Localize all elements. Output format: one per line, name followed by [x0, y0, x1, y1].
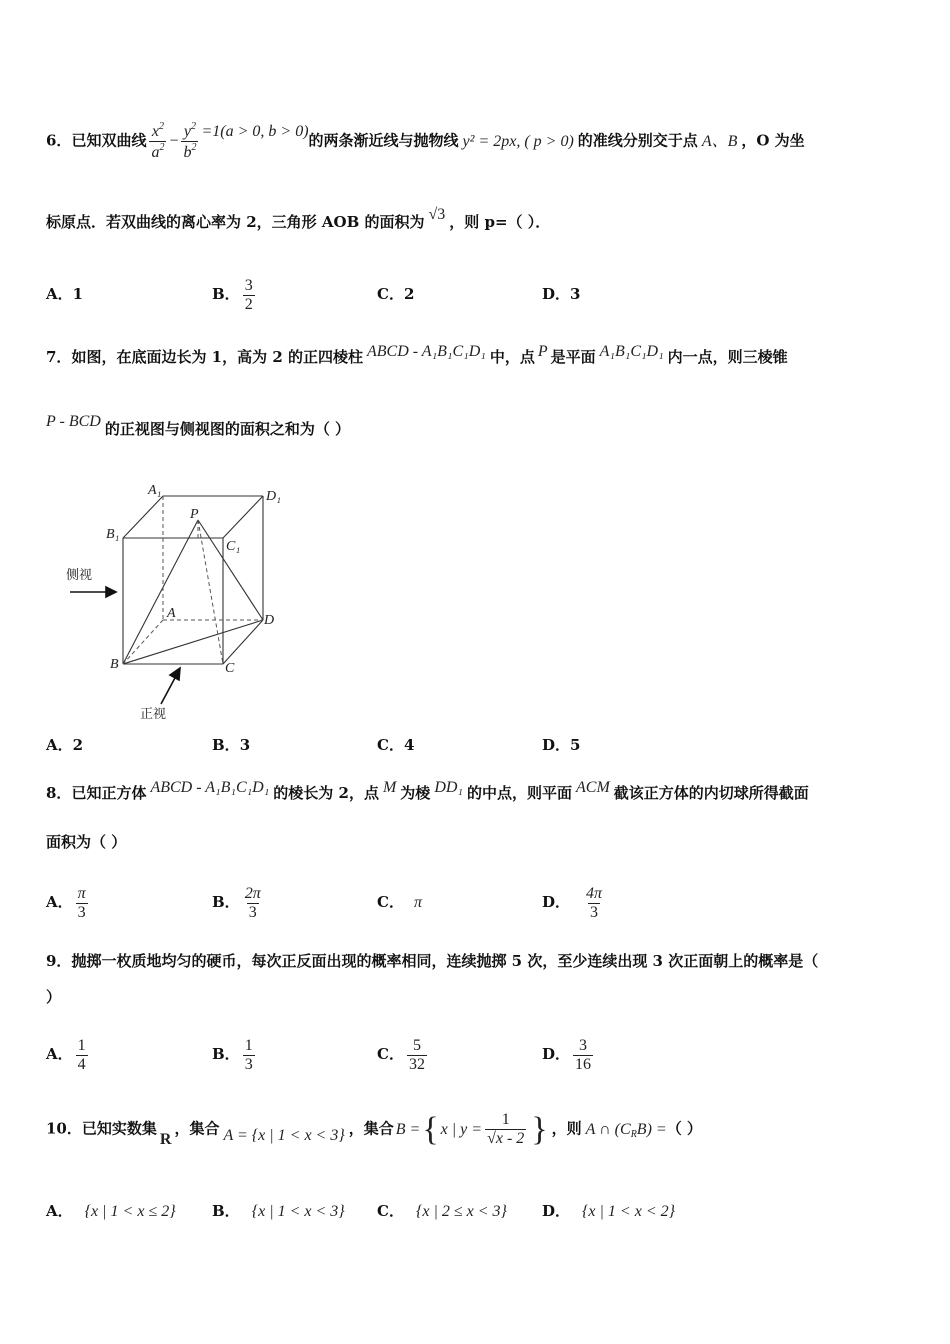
q6-line2-text-a: 标原点．若双曲线的离心率为 2，三角形 AOB 的面积为	[46, 213, 425, 231]
q9-number: 9．	[46, 952, 72, 970]
q8-plane: ACM	[576, 779, 610, 796]
q6-line2	[46, 206, 551, 231]
q9-option-d[interactable]: D． $\frac{3}{16}$	[542, 1036, 592, 1073]
q7-option-b[interactable]: B．3	[212, 736, 251, 754]
q9-option-b[interactable]: B． $\frac{1}{3}$	[212, 1036, 253, 1073]
q7-prism-figure	[58, 482, 298, 727]
q8-option-d[interactable]: D． $\frac{4\pi}{3}$	[542, 884, 603, 921]
fig-label-a: A	[167, 606, 176, 621]
q8-text-5: 截该正方体的内切球所得截面	[613, 784, 809, 802]
fig-label-d: D	[264, 613, 275, 628]
q8-edge: DD₁	[434, 779, 463, 796]
q8-number: 8．	[46, 784, 72, 802]
q7-text-5: 的正视图与侧视图的面积之和为（ ）	[104, 420, 351, 438]
q8-option-a[interactable]: A． $\frac{\pi}{3}$	[46, 884, 86, 921]
q7-prism: ABCD - A₁B₁C₁D₁	[366, 343, 486, 360]
q7-pyramid: P - BCD	[46, 413, 101, 430]
q9-line2: ）	[46, 988, 62, 1006]
q8-text-3: 为棱	[400, 784, 431, 802]
q6-text-2: 的两条渐近线与抛物线	[308, 131, 459, 150]
q7-option-d[interactable]: D．5	[542, 736, 581, 754]
q6-option-c[interactable]: C．2	[377, 285, 415, 303]
q10-option-c[interactable]: C． {x | 2 ≤ x < 3}	[377, 1202, 507, 1220]
fig-label-a1: A₁	[148, 483, 162, 498]
q8-text-2: 的棱长为 2，点	[273, 784, 379, 802]
q6-hyperbola-condition: =1(a > 0, b > 0)	[201, 122, 309, 140]
fig-label-d1: D₁	[266, 489, 281, 504]
q6-points: A、B	[701, 132, 738, 150]
q6-text-3: 的准线分别交于点	[577, 131, 698, 150]
q10-set-a: A = {x | 1 < x < 3}	[223, 1126, 345, 1144]
q8-option-c[interactable]: C． π	[377, 893, 422, 911]
q8-line1	[46, 779, 809, 802]
fig-label-p: P	[190, 507, 199, 522]
q8-cube: ABCD - A₁B₁C₁D₁	[150, 779, 270, 796]
q10-line1	[46, 1112, 702, 1147]
q7-line1	[46, 343, 788, 366]
q10-option-a[interactable]: A． {x | 1 < x ≤ 2}	[46, 1202, 176, 1220]
q6-text-1: 已知双曲线	[71, 131, 147, 150]
q8-point-m: M	[382, 779, 397, 796]
q10-number: 10．	[46, 1119, 82, 1138]
fig-label-b: B	[110, 657, 119, 672]
q8-line2: 面积为（ ）	[46, 833, 127, 851]
q10-set-b: B = { x | y = $\frac{1}{√x - 2}$ }	[395, 1110, 548, 1148]
q6-option-d[interactable]: D．3	[542, 285, 581, 303]
q7-point-p: P	[537, 343, 548, 360]
q6-sqrt3: √3	[428, 206, 446, 223]
q7-text-4: 内一点，则三棱锥	[667, 348, 788, 366]
q10-option-d[interactable]: D． {x | 1 < x < 2}	[542, 1202, 676, 1220]
q10-text-2: ，集合	[174, 1119, 220, 1138]
q7-text-3: 是平面	[550, 348, 596, 366]
q6-option-a[interactable]: A．1	[46, 285, 84, 303]
q7-text-2: 中，点	[489, 348, 535, 366]
q6-parabola: y² = 2px, ( p > 0)	[462, 132, 574, 150]
q7-option-a[interactable]: A．2	[46, 736, 84, 754]
fig-label-c1: C₁	[226, 539, 241, 554]
q10-text-1: 已知实数集	[81, 1119, 157, 1138]
q6-hyperbola-y-frac: $\frac{y^2}{b^2}$	[183, 121, 197, 161]
fig-label-c: C	[225, 661, 235, 676]
q8-option-b[interactable]: B． $\frac{2\pi}{3}$	[212, 884, 261, 921]
q10-text-5: （ ）	[666, 1119, 702, 1138]
q6-line2-text-b: ，则 p=（ ）．	[449, 213, 551, 231]
q9-line1	[46, 954, 818, 969]
fig-label-b1: B₁	[106, 527, 120, 542]
fig-side-view-label: 侧视	[66, 568, 93, 583]
q10-text-3: ，集合	[348, 1119, 394, 1138]
fig-front-view-label: 正视	[140, 707, 167, 722]
q9-option-a[interactable]: A． $\frac{1}{4}$	[46, 1036, 86, 1073]
q10-option-b[interactable]: B． {x | 1 < x < 3}	[212, 1202, 345, 1220]
q9-text-1: 抛掷一枚质地均匀的硬币，每次正反面出现的概率相同，连续抛掷 5 次，至少连续出现 3 次正面朝上的概率是（	[71, 952, 819, 970]
q6-option-b[interactable]: B． $\frac{3}{2}$	[212, 276, 253, 313]
q10-real-set: R	[159, 1130, 172, 1148]
q6-number: 6．	[46, 131, 72, 150]
q9-option-c[interactable]: C． $\frac{5}{32}$	[377, 1036, 425, 1073]
q10-expression: A ∩ $(C_RB)$ =	[585, 1120, 667, 1140]
q10-text-4: ，则	[551, 1119, 582, 1138]
q7-plane: A₁B₁C₁D₁	[599, 343, 664, 360]
q6-hyperbola-x-frac: $\frac{x^2}{a^2}$	[151, 121, 165, 161]
q7-line2	[46, 413, 351, 438]
q7-option-c[interactable]: C．4	[377, 736, 415, 754]
q8-text-4: 的中点，则平面	[466, 784, 572, 802]
q6-line1: 6．已知双曲线 $\frac{x^2}{a^2}$ − $\frac{y^2}{b^2}$ =1(a > 0, b > 0)的两条渐近线与抛物线 y² = 2px, ( p > 0) 的准线分别交于点 A、B ，O 为坐	[46, 121, 805, 161]
q7-text-1: 如图，在底面边长为 1，高为 2 的正四棱柱	[71, 348, 363, 366]
q6-text-4: ，O 为坐	[741, 131, 805, 150]
q7-number: 7．	[46, 348, 72, 366]
q8-text-1: 已知正方体	[71, 784, 147, 802]
